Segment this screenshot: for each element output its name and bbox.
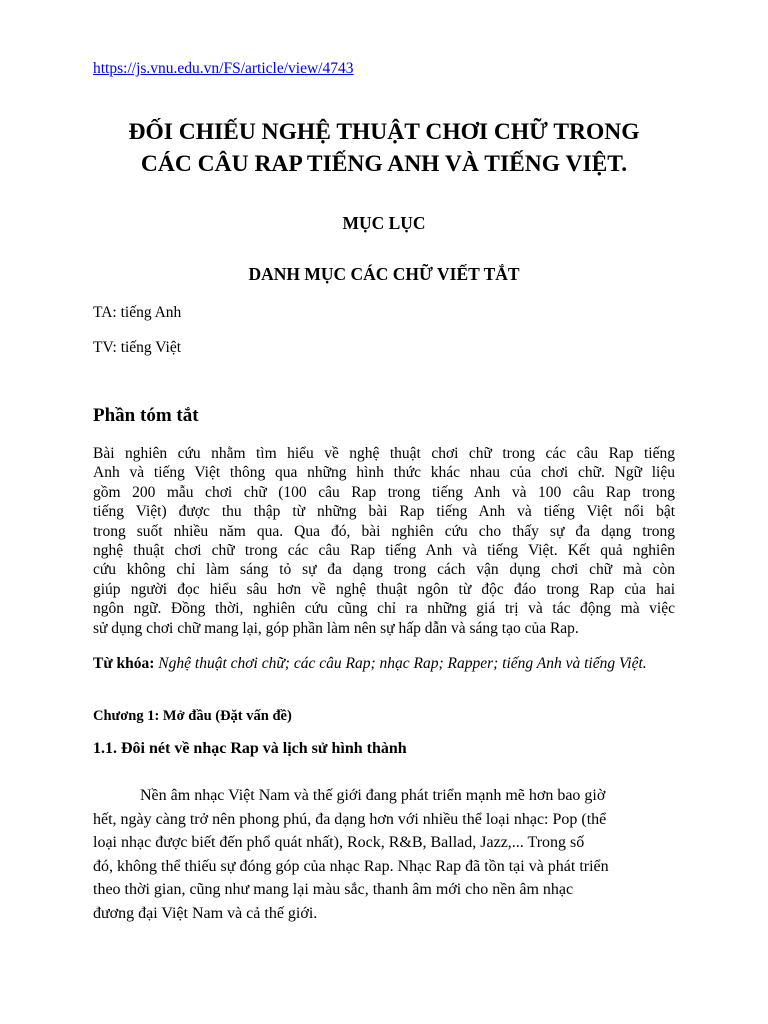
body-line: Nền âm nhạc Việt Nam và thế giới đang phát triển mạnh mẽ hơn bao giờ: [140, 787, 606, 804]
keywords-text: Nghệ thuật chơi chữ; các câu Rap; nhạc Rap; Rapper; tiếng Anh và tiếng Việt.: [154, 655, 647, 672]
body-line: đương đại Việt Nam và cả thế giới.: [93, 904, 318, 922]
body-line: theo thời gian, cũng như mang lại màu sắc, thanh âm mới cho nền âm nhạc: [93, 881, 574, 899]
abbreviations-heading: DANH MỤC CÁC CHỮ VIẾT TẮT: [248, 264, 520, 284]
toc-heading: MỤC LỤC: [342, 213, 426, 233]
abstract-line: tiếng Việt) được thu thập từ những bài Rap tiếng Anh và tiếng Việt nổi bật: [93, 503, 675, 521]
keywords: [93, 654, 675, 673]
abstract-line: ngôn ngữ. Đồng thời, nghiên cứu cũng chỉ ra những giá trị và tác động mà việc: [93, 600, 675, 618]
abbreviation-item: TV: tiếng Việt: [93, 339, 182, 356]
abstract-line: giúp người đọc hiểu sâu hơn về nghệ thuật ngôn từ độc đáo trong Rap của hai: [93, 580, 675, 598]
abstract-line: trong suốt nhiều năm qua. Qua đó, bài nghiên cứu cho thấy sự đa dạng trong: [93, 522, 675, 540]
body-paragraph: [93, 784, 675, 926]
abstract-line: nghệ thuật chơi chữ trong các câu Rap tiếng Anh và tiếng Việt. Kết quả nghiên: [93, 542, 675, 560]
title-line: ĐỐI CHIẾU NGHỆ THUẬT CHƠI CHỮ TRONG: [128, 119, 640, 145]
abbreviation-item: TA: tiếng Anh: [93, 304, 182, 321]
section-heading: 1.1. Đôi nét về nhạc Rap và lịch sử hình thành: [93, 740, 407, 757]
abstract-line: Bài nghiên cứu nhằm tìm hiểu về nghệ thuật chơi chữ trong các câu Rap tiếng: [93, 445, 675, 462]
title-line: CÁC CÂU RAP TIẾNG ANH VÀ TIẾNG VIỆT.: [140, 151, 628, 177]
source-link[interactable]: https://js.vnu.edu.vn/FS/article/view/4743: [93, 60, 354, 77]
document-title: [83, 116, 685, 180]
keywords-label: Từ khóa:: [93, 655, 155, 672]
abstract-line: cứu không chỉ làm sáng tỏ sự đa dạng trong cách vận dụng chơi chữ mà còn: [93, 561, 675, 579]
abstract-paragraph: [93, 444, 675, 638]
summary-heading: Phần tóm tắt: [93, 405, 199, 426]
body-line: loại nhạc được biết đến phổ quát nhất), Rock, R&B, Ballad, Jazz,... Trong số: [93, 834, 585, 852]
abstract-line: Anh và tiếng Việt thông qua những hình thức khác nhau của chơi chữ. Ngữ liệu: [93, 464, 675, 482]
body-line: đó, không thể thiếu sự đóng góp của nhạc Rap. Nhạc Rap đã tồn tại và phát triển: [93, 857, 609, 875]
abstract-line: gồm 200 mẫu chơi chữ (100 câu Rap trong tiếng Anh và 100 câu Rap trong: [93, 483, 675, 501]
chapter-heading: Chương 1: Mở đầu (Đặt vấn đề): [93, 708, 292, 724]
body-line: hết, ngày càng trở nên phong phú, đa dạng hơn với nhiều thể loại nhạc: Pop (thể: [93, 810, 607, 828]
abstract-line: sử dụng chơi chữ mang lại, góp phần làm nên sự hấp dẫn và sáng tạo của Rap.: [93, 619, 579, 637]
